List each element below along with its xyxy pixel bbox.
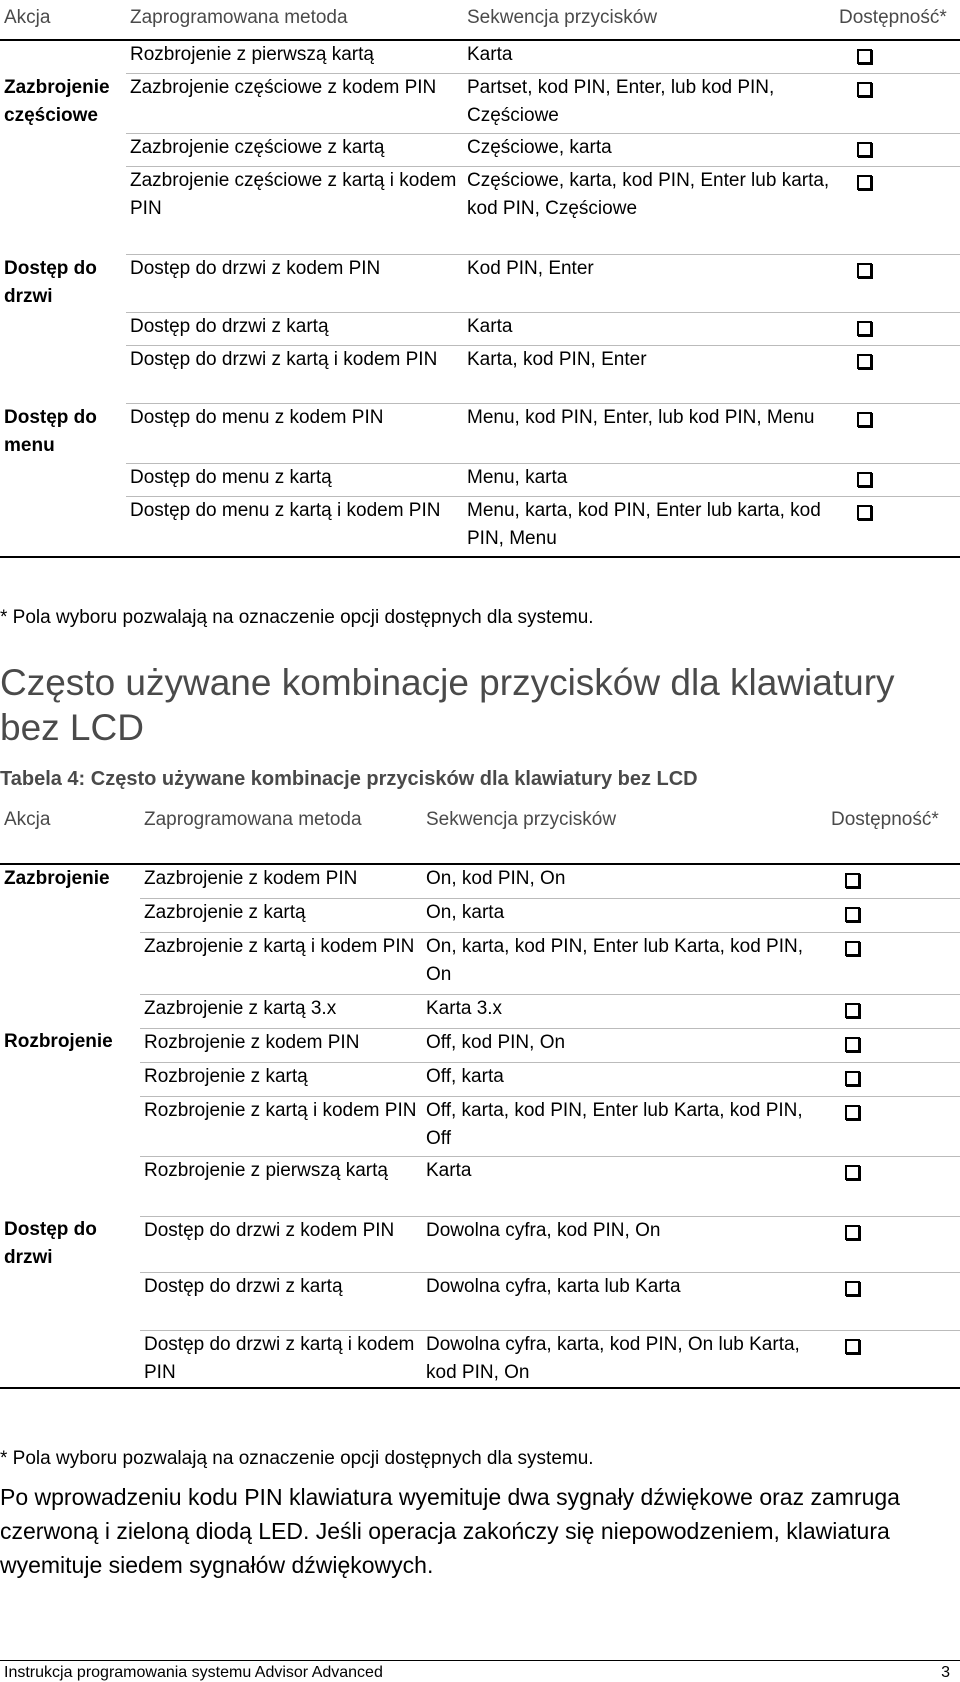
method-cell: Dostęp do drzwi z kartą xyxy=(126,313,463,346)
availability-cell xyxy=(827,1330,960,1388)
availability-cell xyxy=(827,1216,960,1272)
availability-checkbox[interactable] xyxy=(845,1281,860,1296)
sequence-cell: Dowolna cyfra, kod PIN, On xyxy=(422,1216,827,1272)
action-cell xyxy=(0,497,126,557)
availability-checkbox[interactable] xyxy=(845,1225,860,1240)
action-cell: Dostęp do menu xyxy=(4,406,97,456)
action-cell xyxy=(0,1096,140,1156)
availability-cell xyxy=(835,464,960,497)
sequence-cell: Menu, karta, kod PIN, Enter lub karta, kod PIN, Menu xyxy=(467,500,821,549)
table-row xyxy=(0,1330,960,1388)
action-cell: Zazbrojenie xyxy=(4,868,110,889)
availability-checkbox[interactable] xyxy=(857,82,872,97)
method-cell: Zazbrojenie z kodem PIN xyxy=(140,864,422,898)
action-cell: Zazbrojenie częściowe xyxy=(4,76,110,126)
availability-checkbox[interactable] xyxy=(845,1105,860,1120)
table-row xyxy=(0,932,960,994)
table-row xyxy=(0,255,960,313)
table-row xyxy=(0,1062,960,1096)
sequence-cell: Partset, kod PIN, Enter, lub kod PIN, Częściowe xyxy=(463,74,835,134)
availability-cell xyxy=(835,497,960,557)
availability-cell xyxy=(835,404,960,464)
availability-checkbox[interactable] xyxy=(857,263,872,278)
action-cell xyxy=(0,1156,140,1216)
action-cell xyxy=(0,40,126,74)
header-action: Akcja xyxy=(4,7,51,28)
action-cell xyxy=(0,167,126,255)
table2-footnote: * Pola wyboru pozwalają na oznaczenie opcji dostępnych dla systemu. xyxy=(0,1448,594,1469)
sequence-cell: Kod PIN, Enter xyxy=(463,255,835,313)
method-cell: Zazbrojenie częściowe z kodem PIN xyxy=(126,74,463,134)
availability-checkbox[interactable] xyxy=(857,412,872,427)
table-row xyxy=(0,1272,960,1330)
table-row xyxy=(0,40,960,74)
header-sequence: Sekwencja przycisków xyxy=(467,7,658,28)
sequence-cell: Karta 3.x xyxy=(422,994,827,1028)
action-cell: Dostęp do drzwi xyxy=(4,257,97,307)
header-method: Zaprogramowana metoda xyxy=(130,7,348,28)
table-caption: Tabela 4: Często używane kombinacje przycisków dla klawiatury bez LCD xyxy=(0,768,698,790)
availability-checkbox[interactable] xyxy=(857,505,872,520)
availability-checkbox[interactable] xyxy=(857,354,872,369)
availability-cell xyxy=(827,1096,960,1156)
availability-cell xyxy=(835,313,960,346)
method-cell: Rozbrojenie z kartą xyxy=(140,1062,422,1096)
sequence-cell: Karta, kod PIN, Enter xyxy=(463,346,835,404)
action-cell xyxy=(0,464,126,497)
availability-cell xyxy=(827,864,960,898)
availability-checkbox[interactable] xyxy=(845,907,860,922)
sequence-cell: Menu, karta xyxy=(463,464,835,497)
method-cell: Dostęp do menu z kartą xyxy=(126,464,463,497)
table-row xyxy=(0,134,960,167)
sequence-cell: Karta xyxy=(463,40,835,74)
page-number: 3 xyxy=(941,1664,950,1681)
sequence-cell: Off, kod PIN, On xyxy=(422,1028,827,1062)
table-row xyxy=(0,1028,960,1062)
availability-checkbox[interactable] xyxy=(845,1037,860,1052)
method-cell: Zazbrojenie częściowe z kartą i kodem PIN xyxy=(126,167,463,255)
method-cell: Rozbrojenie z kartą i kodem PIN xyxy=(140,1096,422,1156)
availability-cell xyxy=(827,994,960,1028)
availability-checkbox[interactable] xyxy=(857,321,872,336)
action-cell xyxy=(0,994,140,1028)
availability-checkbox[interactable] xyxy=(857,49,872,64)
method-cell: Zazbrojenie częściowe z kartą xyxy=(126,134,463,167)
sequence-cell: Dowolna cyfra, karta, kod PIN, On lub Karta, kod PIN, On xyxy=(426,1333,800,1383)
table-row xyxy=(0,864,960,898)
table-header-row xyxy=(0,4,960,40)
availability-cell xyxy=(827,932,960,994)
availability-cell xyxy=(827,1156,960,1216)
method-cell: Dostęp do menu z kartą i kodem PIN xyxy=(130,500,441,521)
sequence-cell: Częściowe, karta xyxy=(463,134,835,167)
availability-checkbox[interactable] xyxy=(845,941,860,956)
method-cell: Dostęp do drzwi z kartą xyxy=(140,1272,422,1330)
sequence-cell: On, kod PIN, On xyxy=(422,864,827,898)
method-cell: Zazbrojenie z kartą i kodem PIN xyxy=(140,932,422,994)
header-availability: Dostępność* xyxy=(831,809,939,830)
table-row xyxy=(0,346,960,404)
table-row xyxy=(0,464,960,497)
header-method: Zaprogramowana metoda xyxy=(144,809,362,830)
action-cell xyxy=(0,134,126,167)
sequence-cell: On, karta, kod PIN, Enter lub Karta, kod PIN, On xyxy=(422,932,827,994)
method-cell: Dostęp do menu z kodem PIN xyxy=(126,404,463,464)
sequence-cell: Karta xyxy=(463,313,835,346)
key-sequence-table-continued xyxy=(0,4,960,558)
action-cell: Rozbrojenie xyxy=(4,1031,113,1052)
method-cell: Dostęp do drzwi z kodem PIN xyxy=(126,255,463,313)
sequence-cell: On, karta xyxy=(422,898,827,932)
action-cell xyxy=(0,1330,140,1388)
action-cell xyxy=(0,1062,140,1096)
availability-checkbox[interactable] xyxy=(845,873,860,888)
availability-checkbox[interactable] xyxy=(857,142,872,157)
availability-cell xyxy=(827,1062,960,1096)
availability-cell xyxy=(835,167,960,255)
key-sequence-table-no-lcd xyxy=(0,806,960,1389)
availability-cell xyxy=(835,255,960,313)
table-row xyxy=(0,167,960,255)
method-cell: Zazbrojenie z kartą 3.x xyxy=(140,994,422,1028)
body-paragraph: Po wprowadzeniu kodu PIN klawiatura wyemituje dwa sygnały dźwiękowe oraz zamruga czerwoną i zieloną diodą LED. Jeśli operacja zakończy się niepowodzeniem, klawiatura wyemituje siedem sygnałów dźwiękowych. xyxy=(0,1484,900,1578)
table-row xyxy=(0,1096,960,1156)
sequence-cell: Off, karta xyxy=(422,1062,827,1096)
method-cell: Rozbrojenie z kodem PIN xyxy=(140,1028,422,1062)
action-cell: Dostęp do drzwi xyxy=(4,1219,97,1268)
method-cell: Zazbrojenie z kartą xyxy=(140,898,422,932)
table-row xyxy=(0,994,960,1028)
table-row xyxy=(0,1156,960,1216)
table-row xyxy=(0,898,960,932)
availability-checkbox[interactable] xyxy=(857,175,872,190)
availability-cell xyxy=(827,1028,960,1062)
method-cell: Rozbrojenie z pierwszą kartą xyxy=(140,1156,422,1216)
method-cell: Dostęp do drzwi z kodem PIN xyxy=(140,1216,422,1272)
method-cell: Dostęp do drzwi z kartą i kodem PIN xyxy=(144,1333,415,1383)
availability-cell xyxy=(835,74,960,134)
table-row xyxy=(0,1216,960,1272)
action-cell xyxy=(0,346,126,404)
availability-checkbox[interactable] xyxy=(845,1165,860,1180)
availability-checkbox[interactable] xyxy=(857,472,872,487)
action-cell xyxy=(0,1272,140,1330)
availability-cell xyxy=(835,134,960,167)
availability-checkbox[interactable] xyxy=(845,1003,860,1018)
sequence-cell: Częściowe, karta, kod PIN, Enter lub karta, kod PIN, Częściowe xyxy=(463,167,835,255)
availability-cell xyxy=(835,40,960,74)
table-header-row xyxy=(0,806,960,864)
method-cell: Dostęp do drzwi z kartą i kodem PIN xyxy=(126,346,463,404)
sequence-cell: Menu, kod PIN, Enter, lub kod PIN, Menu xyxy=(463,404,835,464)
footer-divider xyxy=(0,1660,960,1661)
method-cell: Rozbrojenie z pierwszą kartą xyxy=(126,40,463,74)
table-row xyxy=(0,313,960,346)
action-cell xyxy=(0,313,126,346)
header-sequence: Sekwencja przycisków xyxy=(426,809,617,830)
action-cell xyxy=(0,898,140,932)
availability-cell xyxy=(827,1272,960,1330)
sequence-cell: Off, karta, kod PIN, Enter lub Karta, kod PIN, Off xyxy=(422,1096,827,1156)
availability-checkbox[interactable] xyxy=(845,1339,860,1354)
section-heading: Często używane kombinacje przycisków dla klawiatury bez LCD xyxy=(0,662,895,748)
sequence-cell: Karta xyxy=(422,1156,827,1216)
footer-title: Instrukcja programowania systemu Advisor Advanced xyxy=(4,1664,383,1681)
availability-cell xyxy=(835,346,960,404)
availability-cell xyxy=(827,898,960,932)
header-action: Akcja xyxy=(4,809,51,830)
action-cell xyxy=(0,932,140,994)
header-availability: Dostępność* xyxy=(839,7,947,28)
table-row xyxy=(0,497,960,557)
availability-checkbox[interactable] xyxy=(845,1071,860,1086)
table-row xyxy=(0,74,960,134)
sequence-cell: Dowolna cyfra, karta lub Karta xyxy=(422,1272,827,1330)
table-row xyxy=(0,404,960,464)
table1-footnote: * Pola wyboru pozwalają na oznaczenie opcji dostępnych dla systemu. xyxy=(0,607,594,628)
